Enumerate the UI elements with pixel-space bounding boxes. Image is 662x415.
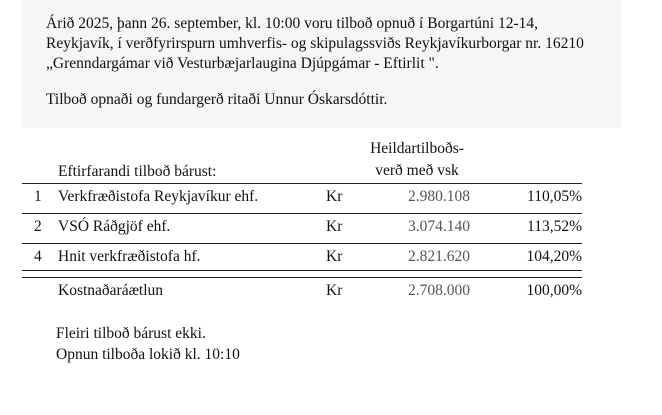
bid-number: 4 [34,248,42,265]
bidder-name: VSÓ Ráðgjöf ehf. [58,218,171,235]
bid-number: 2 [34,218,42,235]
bid-percent: 110,05% [527,188,582,205]
opened-by-text: Tilboð opnaði og fundargerð ritaði Unnur Óskarsdóttir. [46,91,388,108]
intro-line-1: Árið 2025, þann 26. september, kl. 10:00 voru tilboð opnuð í Borgartúni 12-14, [46,15,539,32]
bid-amount: 3.074.140 [408,218,470,235]
estimate-amount: 2.708.000 [408,282,470,299]
bids-received-label: Eftirfarandi tilboð bárust: [58,163,217,180]
bidder-name: Hnit verkfræðistofa hf. [58,248,201,265]
currency-label: Kr [326,248,343,265]
bidder-name: Verkfræðistofa Reykjavíkur ehf. [58,188,259,205]
opening-closed-text: Opnun tilboða lokið kl. 10:10 [56,346,240,363]
closing-notes [56,323,240,365]
estimate-percent: 100,00% [526,282,582,299]
bid-number: 1 [34,188,42,205]
intro-line-2: Reykjavík, í verðfyrirspurn umhverfis- og skipulagssviðs Reykjavíkurborgar nr. 16210 [46,35,584,52]
no-more-bids-text: Fleiri tilboð bárust ekki. [56,325,206,342]
estimate-label: Kostnaðaráætlun [58,282,164,299]
currency-label: Kr [326,218,343,235]
column-header-line-1: Heildartilboðs- [370,140,464,157]
cost-estimate-row [22,277,582,304]
currency-label: Kr [326,282,343,299]
currency-label: Kr [326,188,343,205]
bid-amount: 2.980.108 [408,188,470,205]
total-price-column-header [352,138,482,182]
table-row [22,183,582,210]
bid-percent: 104,20% [526,248,582,265]
table-row [22,243,582,271]
intro-paragraph [46,14,626,74]
bid-amount: 2.821.620 [408,248,470,265]
column-header-line-2: verð með vsk [375,162,459,179]
table-row [22,213,582,240]
intro-line-3: „Grenndargámar við Vesturbæjarlaugina Djúpgámar - Eftirlit ". [46,55,439,72]
bid-percent: 113,52% [527,218,582,235]
